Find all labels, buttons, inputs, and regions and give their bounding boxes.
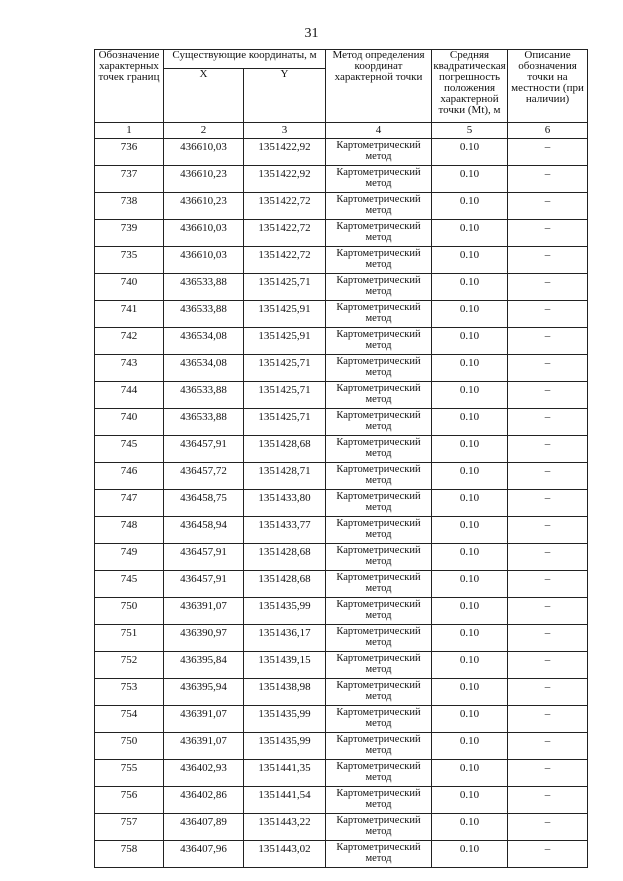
y-coordinate-cell: 1351441,35 xyxy=(244,760,326,787)
x-coordinate-cell: 436610,03 xyxy=(164,220,244,247)
error-cell: 0.10 xyxy=(432,733,508,760)
error-cell: 0.10 xyxy=(432,193,508,220)
x-coordinate-cell: 436457,72 xyxy=(164,463,244,490)
error-cell: 0.10 xyxy=(432,274,508,301)
method-cell: Картометрический метод xyxy=(326,139,432,166)
y-coordinate-cell: 1351422,92 xyxy=(244,166,326,193)
description-cell: – xyxy=(508,787,588,814)
method-cell: Картометрический метод xyxy=(326,517,432,544)
table-row xyxy=(95,814,588,841)
point-cell: 757 xyxy=(95,814,164,841)
error-cell: 0.10 xyxy=(432,409,508,436)
error-cell: 0.10 xyxy=(432,787,508,814)
table-row xyxy=(95,328,588,355)
method-cell: Картометрический метод xyxy=(326,571,432,598)
point-cell: 748 xyxy=(95,517,164,544)
point-cell: 745 xyxy=(95,571,164,598)
method-cell: Картометрический метод xyxy=(326,841,432,868)
table-row xyxy=(95,301,588,328)
x-coordinate-cell: 436610,03 xyxy=(164,247,244,274)
x-coordinate-cell: 436407,89 xyxy=(164,814,244,841)
error-cell: 0.10 xyxy=(432,625,508,652)
x-coordinate-cell: 436391,07 xyxy=(164,706,244,733)
header-description: Описание обозначения точки на местности (при наличии) xyxy=(508,50,588,123)
x-coordinate-cell: 436407,96 xyxy=(164,841,244,868)
table-row xyxy=(95,274,588,301)
error-cell: 0.10 xyxy=(432,841,508,868)
table-row xyxy=(95,247,588,274)
point-cell: 739 xyxy=(95,220,164,247)
description-cell: – xyxy=(508,625,588,652)
y-coordinate-cell: 1351425,71 xyxy=(244,409,326,436)
x-coordinate-cell: 436610,03 xyxy=(164,139,244,166)
column-number-row xyxy=(95,123,588,139)
y-coordinate-cell: 1351443,22 xyxy=(244,814,326,841)
y-coordinate-cell: 1351425,91 xyxy=(244,301,326,328)
error-cell: 0.10 xyxy=(432,517,508,544)
table-row xyxy=(95,571,588,598)
column-number: 6 xyxy=(508,123,588,139)
error-cell: 0.10 xyxy=(432,220,508,247)
error-cell: 0.10 xyxy=(432,166,508,193)
method-cell: Картометрический метод xyxy=(326,220,432,247)
method-cell: Картометрический метод xyxy=(326,382,432,409)
description-cell: – xyxy=(508,760,588,787)
point-cell: 735 xyxy=(95,247,164,274)
x-coordinate-cell: 436533,88 xyxy=(164,274,244,301)
x-coordinate-cell: 436533,88 xyxy=(164,409,244,436)
x-coordinate-cell: 436402,86 xyxy=(164,787,244,814)
y-coordinate-cell: 1351435,99 xyxy=(244,733,326,760)
description-cell: – xyxy=(508,247,588,274)
x-coordinate-cell: 436533,88 xyxy=(164,301,244,328)
point-cell: 740 xyxy=(95,274,164,301)
column-number: 3 xyxy=(244,123,326,139)
x-coordinate-cell: 436610,23 xyxy=(164,193,244,220)
point-cell: 737 xyxy=(95,166,164,193)
y-coordinate-cell: 1351425,71 xyxy=(244,274,326,301)
description-cell: – xyxy=(508,517,588,544)
method-cell: Картометрический метод xyxy=(326,436,432,463)
y-coordinate-cell: 1351441,54 xyxy=(244,787,326,814)
table-row xyxy=(95,193,588,220)
y-coordinate-cell: 1351428,68 xyxy=(244,544,326,571)
method-cell: Картометрический метод xyxy=(326,652,432,679)
description-cell: – xyxy=(508,544,588,571)
table-row xyxy=(95,544,588,571)
method-cell: Картометрический метод xyxy=(326,814,432,841)
point-cell: 736 xyxy=(95,139,164,166)
table-row xyxy=(95,166,588,193)
table-row xyxy=(95,517,588,544)
error-cell: 0.10 xyxy=(432,814,508,841)
point-cell: 744 xyxy=(95,382,164,409)
description-cell: – xyxy=(508,193,588,220)
error-cell: 0.10 xyxy=(432,652,508,679)
method-cell: Картометрический метод xyxy=(326,787,432,814)
point-cell: 752 xyxy=(95,652,164,679)
description-cell: – xyxy=(508,166,588,193)
method-cell: Картометрический метод xyxy=(326,733,432,760)
method-cell: Картометрический метод xyxy=(326,301,432,328)
y-coordinate-cell: 1351439,15 xyxy=(244,652,326,679)
y-coordinate-cell: 1351428,68 xyxy=(244,436,326,463)
error-cell: 0.10 xyxy=(432,436,508,463)
description-cell: – xyxy=(508,355,588,382)
error-cell: 0.10 xyxy=(432,598,508,625)
y-coordinate-cell: 1351428,68 xyxy=(244,571,326,598)
table-row xyxy=(95,733,588,760)
error-cell: 0.10 xyxy=(432,463,508,490)
y-coordinate-cell: 1351422,72 xyxy=(244,193,326,220)
column-number: 4 xyxy=(326,123,432,139)
header-x: X xyxy=(164,69,244,123)
y-coordinate-cell: 1351422,72 xyxy=(244,247,326,274)
x-coordinate-cell: 436457,91 xyxy=(164,544,244,571)
header-point-designation: Обозначение характерных точек границ xyxy=(95,50,164,123)
point-cell: 738 xyxy=(95,193,164,220)
table-row xyxy=(95,463,588,490)
description-cell: – xyxy=(508,409,588,436)
description-cell: – xyxy=(508,706,588,733)
table-row xyxy=(95,436,588,463)
point-cell: 746 xyxy=(95,463,164,490)
method-cell: Картометрический метод xyxy=(326,355,432,382)
y-coordinate-cell: 1351435,99 xyxy=(244,598,326,625)
column-number: 2 xyxy=(164,123,244,139)
point-cell: 747 xyxy=(95,490,164,517)
error-cell: 0.10 xyxy=(432,247,508,274)
table-row xyxy=(95,220,588,247)
description-cell: – xyxy=(508,463,588,490)
x-coordinate-cell: 436458,75 xyxy=(164,490,244,517)
point-cell: 755 xyxy=(95,760,164,787)
table-row xyxy=(95,598,588,625)
x-coordinate-cell: 436395,84 xyxy=(164,652,244,679)
method-cell: Картометрический метод xyxy=(326,625,432,652)
x-coordinate-cell: 436610,23 xyxy=(164,166,244,193)
method-cell: Картометрический метод xyxy=(326,760,432,787)
description-cell: – xyxy=(508,598,588,625)
error-cell: 0.10 xyxy=(432,328,508,355)
column-number: 1 xyxy=(95,123,164,139)
error-cell: 0.10 xyxy=(432,706,508,733)
point-cell: 740 xyxy=(95,409,164,436)
description-cell: – xyxy=(508,814,588,841)
error-cell: 0.10 xyxy=(432,490,508,517)
method-cell: Картометрический метод xyxy=(326,463,432,490)
description-cell: – xyxy=(508,328,588,355)
method-cell: Картометрический метод xyxy=(326,328,432,355)
y-coordinate-cell: 1351443,02 xyxy=(244,841,326,868)
table-row xyxy=(95,139,588,166)
method-cell: Картометрический метод xyxy=(326,544,432,571)
description-cell: – xyxy=(508,733,588,760)
description-cell: – xyxy=(508,220,588,247)
y-coordinate-cell: 1351436,17 xyxy=(244,625,326,652)
x-coordinate-cell: 436457,91 xyxy=(164,436,244,463)
table-row xyxy=(95,490,588,517)
y-coordinate-cell: 1351422,72 xyxy=(244,220,326,247)
method-cell: Картометрический метод xyxy=(326,490,432,517)
y-coordinate-cell: 1351428,71 xyxy=(244,463,326,490)
description-cell: – xyxy=(508,841,588,868)
description-cell: – xyxy=(508,679,588,706)
x-coordinate-cell: 436457,91 xyxy=(164,571,244,598)
method-cell: Картометрический метод xyxy=(326,247,432,274)
header-method: Метод определения координат характерной точки xyxy=(326,50,432,123)
point-cell: 750 xyxy=(95,598,164,625)
error-cell: 0.10 xyxy=(432,301,508,328)
point-cell: 756 xyxy=(95,787,164,814)
point-cell: 742 xyxy=(95,328,164,355)
page-number: 31 xyxy=(304,26,319,41)
point-cell: 743 xyxy=(95,355,164,382)
table-row xyxy=(95,706,588,733)
table-row xyxy=(95,355,588,382)
y-coordinate-cell: 1351435,99 xyxy=(244,706,326,733)
point-cell: 741 xyxy=(95,301,164,328)
error-cell: 0.10 xyxy=(432,355,508,382)
y-coordinate-cell: 1351425,71 xyxy=(244,382,326,409)
table-row xyxy=(95,625,588,652)
x-coordinate-cell: 436534,08 xyxy=(164,328,244,355)
point-cell: 753 xyxy=(95,679,164,706)
header-y: Y xyxy=(244,69,326,123)
description-cell: – xyxy=(508,571,588,598)
table-header xyxy=(95,50,588,139)
table-row xyxy=(95,409,588,436)
error-cell: 0.10 xyxy=(432,139,508,166)
table-row xyxy=(95,787,588,814)
method-cell: Картометрический метод xyxy=(326,598,432,625)
method-cell: Картометрический метод xyxy=(326,409,432,436)
y-coordinate-cell: 1351433,80 xyxy=(244,490,326,517)
method-cell: Картометрический метод xyxy=(326,706,432,733)
description-cell: – xyxy=(508,652,588,679)
x-coordinate-cell: 436402,93 xyxy=(164,760,244,787)
description-cell: – xyxy=(508,139,588,166)
error-cell: 0.10 xyxy=(432,382,508,409)
x-coordinate-cell: 436458,94 xyxy=(164,517,244,544)
method-cell: Картометрический метод xyxy=(326,679,432,706)
point-cell: 749 xyxy=(95,544,164,571)
description-cell: – xyxy=(508,490,588,517)
x-coordinate-cell: 436391,07 xyxy=(164,598,244,625)
coordinates-table xyxy=(94,49,588,868)
y-coordinate-cell: 1351425,71 xyxy=(244,355,326,382)
description-cell: – xyxy=(508,274,588,301)
y-coordinate-cell: 1351433,77 xyxy=(244,517,326,544)
table-row xyxy=(95,382,588,409)
point-cell: 751 xyxy=(95,625,164,652)
error-cell: 0.10 xyxy=(432,571,508,598)
x-coordinate-cell: 436391,07 xyxy=(164,733,244,760)
method-cell: Картометрический метод xyxy=(326,274,432,301)
point-cell: 754 xyxy=(95,706,164,733)
x-coordinate-cell: 436533,88 xyxy=(164,382,244,409)
y-coordinate-cell: 1351425,91 xyxy=(244,328,326,355)
x-coordinate-cell: 436534,08 xyxy=(164,355,244,382)
point-cell: 750 xyxy=(95,733,164,760)
description-cell: – xyxy=(508,382,588,409)
error-cell: 0.10 xyxy=(432,679,508,706)
table-body xyxy=(95,139,588,868)
table-row xyxy=(95,652,588,679)
method-cell: Картометрический метод xyxy=(326,193,432,220)
y-coordinate-cell: 1351438,98 xyxy=(244,679,326,706)
table-row xyxy=(95,679,588,706)
x-coordinate-cell: 436395,94 xyxy=(164,679,244,706)
header-coordinates: Существующие координаты, м xyxy=(164,50,326,69)
table-row xyxy=(95,841,588,868)
point-cell: 745 xyxy=(95,436,164,463)
header-error: Средняя квадратическая погрешность положения характерной точки (Mt), м xyxy=(432,50,508,123)
y-coordinate-cell: 1351422,92 xyxy=(244,139,326,166)
description-cell: – xyxy=(508,436,588,463)
error-cell: 0.10 xyxy=(432,544,508,571)
point-cell: 758 xyxy=(95,841,164,868)
column-number: 5 xyxy=(432,123,508,139)
x-coordinate-cell: 436390,97 xyxy=(164,625,244,652)
method-cell: Картометрический метод xyxy=(326,166,432,193)
error-cell: 0.10 xyxy=(432,760,508,787)
description-cell: – xyxy=(508,301,588,328)
table-row xyxy=(95,760,588,787)
